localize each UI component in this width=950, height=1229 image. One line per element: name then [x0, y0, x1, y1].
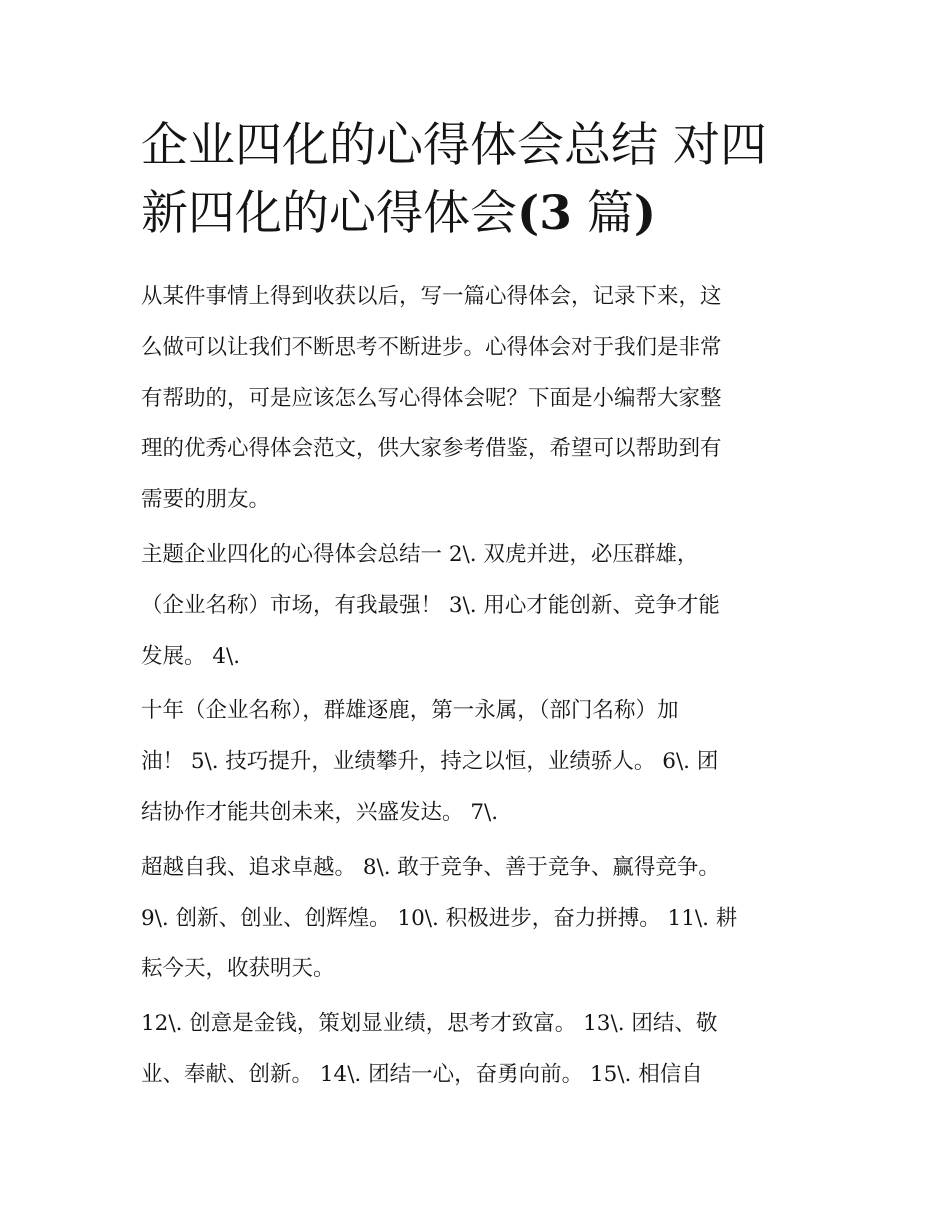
- title-line-1: 企业四化的心得体会总结 对四: [141, 118, 767, 173]
- paragraph-intro: [141, 272, 821, 526]
- paragraph-line: 9\. 创新、创业、创辉煌。 10\. 积极进步，奋力拼搏。 11\. 耕: [141, 905, 738, 931]
- paragraph-line: 需要的朋友。: [141, 487, 271, 513]
- paragraph-slogans-1: [141, 530, 821, 682]
- paragraph-line: 发展。 4\.: [141, 643, 241, 669]
- paragraph-line: 主题企业四化的心得体会总结一 2\. 双虎并进，必压群雄，: [141, 541, 699, 567]
- paragraph-line: 理的优秀心得体会范文，供大家参考借鉴，希望可以帮助到有: [141, 436, 722, 462]
- paragraph-slogans-3: [141, 843, 821, 995]
- paragraph-slogans-4: [141, 999, 821, 1101]
- paragraph-line: 油！ 5\. 技巧提升，业绩攀升，持之以恒，业绩骄人。 6\. 团: [141, 749, 719, 775]
- paragraph-line: 从某件事情上得到收获以后，写一篇心得体会，记录下来，这: [141, 284, 722, 309]
- title-line-2-text: 新四化的心得体会: [141, 186, 517, 241]
- title-line-2: [141, 180, 821, 248]
- paragraph-slogans-2: [141, 686, 821, 838]
- title-close-paren: ): [633, 186, 657, 241]
- document-page: [141, 112, 821, 1105]
- paragraph-line: （企业名称）市场，有我最强！ 3\. 用心才能创新、竞争才能: [141, 592, 720, 618]
- paragraph-line: 12\. 创意是金钱，策划显业绩，思考才致富。 13\. 团结、敬: [141, 1011, 718, 1037]
- paragraph-line: 有帮助的，可是应该怎么写心得体会呢？下面是小编帮大家整: [141, 385, 722, 411]
- paragraph-line: 十年（企业名称），群雄逐鹿，第一永属，（部门名称）加: [141, 698, 679, 724]
- paragraph-line: 超越自我、追求卓越。 8\. 敢于竞争、善于竞争、赢得竞争。: [141, 854, 720, 880]
- paragraph-line: 么做可以让我们不断思考不断进步。心得体会对于我们是非常: [141, 334, 722, 360]
- title-count: (3: [517, 186, 572, 241]
- paragraph-line: 业、奉献、创新。 14\. 团结一心，奋勇向前。 15\. 相信自: [141, 1061, 703, 1087]
- paragraph-line: 耘今天，收获明天。: [141, 956, 335, 982]
- paragraph-line: 结协作才能共创未来，兴盛发达。 7\.: [141, 799, 499, 825]
- title-count-unit: 篇: [586, 186, 634, 241]
- document-title: [141, 112, 821, 248]
